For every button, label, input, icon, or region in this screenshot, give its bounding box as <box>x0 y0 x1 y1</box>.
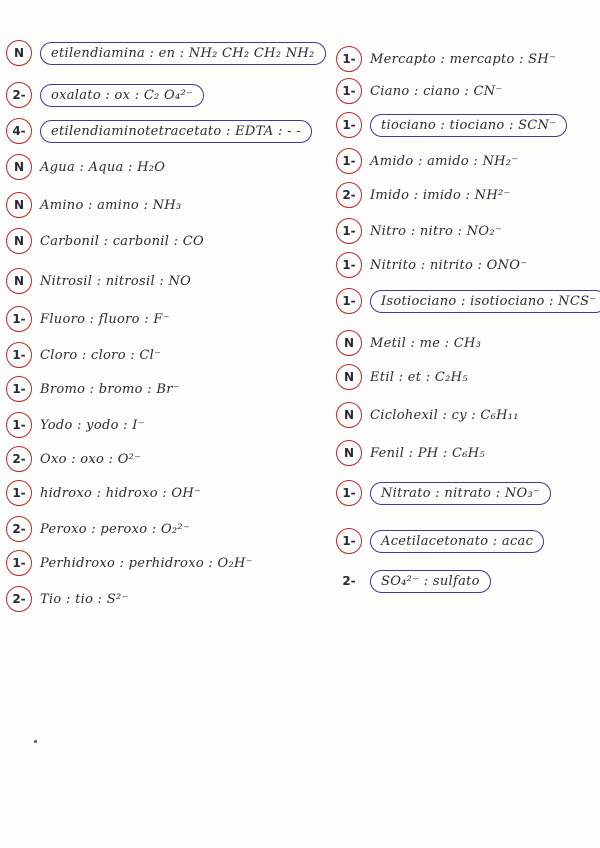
ligand-row <box>6 410 145 440</box>
ligand-row <box>336 566 491 596</box>
charge-label: 1- <box>6 550 32 576</box>
ligand-row <box>6 266 191 296</box>
ligand-entry: Perhidroxo : perhidroxo : O₂H⁻ <box>40 555 253 571</box>
ligand-row <box>336 362 468 392</box>
charge-label: N <box>336 364 362 390</box>
charge-label: 1- <box>336 112 362 138</box>
ligand-entry: Mercapto : mercapto : SH⁻ <box>370 51 557 67</box>
charge-label: 4- <box>6 118 32 144</box>
ligand-entry: SO₄²⁻ : sulfato <box>370 570 491 593</box>
ligand-row <box>336 400 519 430</box>
ligand-entry: etilendiaminotetracetato : EDTA : - - <box>40 120 312 143</box>
ligand-entry: Cloro : cloro : Cl⁻ <box>40 347 162 363</box>
ligand-entry: Isotiociano : isotiociano : NCS⁻ <box>370 290 600 313</box>
charge-label: 1- <box>336 480 362 506</box>
ligand-entry: Nitrito : nitrito : ONO⁻ <box>370 257 528 273</box>
ligand-entry: Yodo : yodo : I⁻ <box>40 417 145 433</box>
ligand-row <box>6 444 141 474</box>
charge-label: 1- <box>336 148 362 174</box>
ligand-entry: Amido : amido : NH₂⁻ <box>370 153 519 169</box>
ligand-entry: Amino : amino : NH₃ <box>40 197 182 213</box>
ligand-entry: Acetilacetonato : acac <box>370 530 544 553</box>
ligand-entry: Etil : et : C₂H₅ <box>370 369 468 385</box>
ligand-entry: Bromo : bromo : Br⁻ <box>40 381 180 397</box>
ligand-row <box>336 216 502 246</box>
ligand-row <box>6 548 253 578</box>
charge-label: 1- <box>336 528 362 554</box>
ligand-row <box>6 374 180 404</box>
ligand-entry: Nitrosil : nitrosil : NO <box>40 273 192 289</box>
ligand-row <box>336 250 527 280</box>
ligand-row <box>6 190 181 220</box>
ligand-entry: Tio : tio : S²⁻ <box>40 591 129 607</box>
ink-dot <box>34 740 37 743</box>
ligand-row <box>6 38 326 68</box>
ligand-row <box>336 438 485 468</box>
charge-label: 1- <box>336 288 362 314</box>
ligand-row <box>6 514 190 544</box>
ligand-row <box>336 286 600 316</box>
charge-label: 1- <box>6 306 32 332</box>
charge-label: N <box>6 40 32 66</box>
ligand-entry: tiociano : tiociano : SCN⁻ <box>370 114 567 137</box>
ligand-entry: Ciclohexil : cy : C₆H₁₁ <box>370 407 519 423</box>
ligand-row <box>6 116 312 146</box>
ligand-entry: Oxo : oxo : O²⁻ <box>40 451 142 467</box>
ligand-entry: etilendiamina : en : NH₂ CH₂ CH₂ NH₂ <box>40 42 326 65</box>
ligand-row <box>336 180 511 210</box>
ligand-row <box>6 80 204 110</box>
ligand-entry: hidroxo : hidroxo : OH⁻ <box>40 485 202 501</box>
ligand-entry: Ciano : ciano : CN⁻ <box>370 83 503 99</box>
charge-label: 2- <box>6 82 32 108</box>
ligand-row <box>6 340 161 370</box>
charge-label: 1- <box>336 218 362 244</box>
charge-label: 2- <box>6 446 32 472</box>
ligand-row <box>336 328 481 358</box>
ligand-row <box>6 584 129 614</box>
charge-label: 1- <box>6 412 32 438</box>
ligand-entry: Imido : imido : NH²⁻ <box>370 187 511 203</box>
ligand-entry: Metil : me : CH₃ <box>370 335 482 351</box>
ligand-entry: Peroxo : peroxo : O₂²⁻ <box>40 521 191 537</box>
charge-label: N <box>336 440 362 466</box>
charge-label: 2- <box>336 182 362 208</box>
charge-label: 1- <box>6 480 32 506</box>
ligand-entry: Fluoro : fluoro : F⁻ <box>40 311 170 327</box>
charge-label: N <box>6 228 32 254</box>
ligand-row <box>336 526 544 556</box>
ligand-entry: oxalato : ox : C₂ O₄²⁻ <box>40 84 204 107</box>
charge-label: 1- <box>336 252 362 278</box>
charge-label: 2- <box>342 574 356 588</box>
ligand-entry: Carbonil : carbonil : CO <box>40 233 204 249</box>
ligand-row <box>6 226 204 256</box>
ligand-row <box>6 478 201 508</box>
charge-label: N <box>336 330 362 356</box>
charge-label: 1- <box>336 78 362 104</box>
ligand-row <box>336 146 518 176</box>
charge-label: N <box>336 402 362 428</box>
charge-label: 1- <box>6 376 32 402</box>
ligand-row <box>336 478 551 508</box>
ligand-entry: Agua : Aqua : H₂O <box>40 159 166 175</box>
ligand-row <box>336 44 556 74</box>
ligand-row <box>6 152 165 182</box>
charge-label: 2- <box>6 516 32 542</box>
ligand-entry: Fenil : PH : C₆H₅ <box>370 445 485 461</box>
ligand-entry: Nitro : nitro : NO₂⁻ <box>370 223 502 239</box>
ligand-entry: Nitrato : nitrato : NO₃⁻ <box>370 482 551 505</box>
charge-label: N <box>6 154 32 180</box>
ligand-row <box>6 304 170 334</box>
ligand-row <box>336 110 567 140</box>
ligand-row <box>336 76 503 106</box>
charge-label: 2- <box>6 586 32 612</box>
charge-label: N <box>6 192 32 218</box>
charge-label: 1- <box>6 342 32 368</box>
charge-label: 1- <box>336 46 362 72</box>
charge-label: N <box>6 268 32 294</box>
